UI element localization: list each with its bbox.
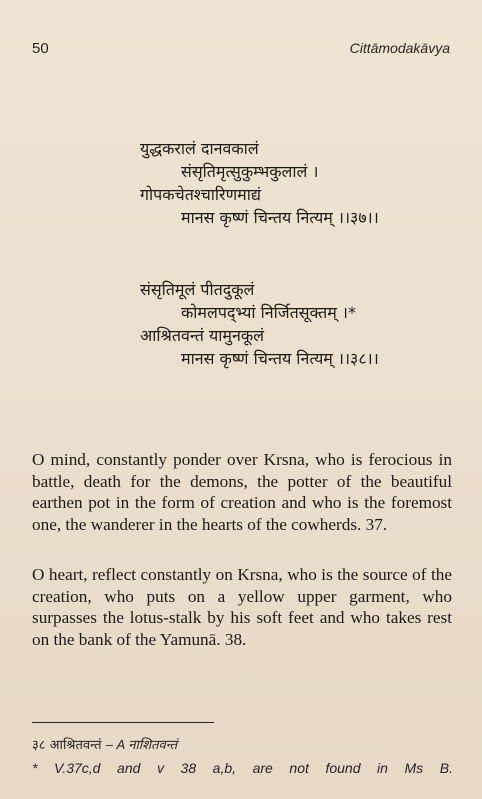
verse-38-line-1: संसृतिमूलं पीतदुकूलं: [140, 280, 255, 299]
verse-38-line-3: आश्रितवन्तं यामुनकूलं: [140, 326, 264, 345]
verse-37-line-1: युद्धकरालं दानवकालं: [140, 139, 259, 158]
translation-paragraph-37: O mind, constantly ponder over Krsna, who is ferocious in battle, death for the demons, the potter of the beautiful earthen pot in the form of creation and who is the foremost one, the wanderer in the hearts of the cowherds. 37.: [32, 450, 452, 534]
footnote-manuscript-note: * V.37c,d and v 38 a,b, are not found in Ms B.: [32, 760, 453, 776]
page-number: 50: [32, 40, 49, 57]
verse-38-line-2: कोमलपद्भ्यां निर्जितसूक्तम् ।*: [181, 303, 356, 322]
footnote-variant-lemma: ३८ आश्रितवन्तं: [32, 738, 102, 753]
translation-paragraph-38: O heart, reflect constantly on Krsna, who is the source of the creation, who puts on a yellow upper garment, who surpasses the lotus-stalk by his soft feet and who takes rest on the bank of the Yamunā. 38.: [32, 565, 452, 649]
verse-38-line-4: मानस कृष्णं चिन्तय नित्यम् ।।३८।।: [181, 349, 379, 368]
footnote-divider: [32, 722, 214, 723]
verse-37-line-2: संसृतिमृत्सुकुम्भकुलालं ।: [181, 162, 319, 181]
footnote-variant-text: – A नाशितवन्तं: [105, 737, 178, 752]
verse-37-line-3: गोपकचेतश्चारिणमाद्यं: [140, 185, 261, 204]
footnote-variant-reading: [32, 735, 177, 753]
verse-37-line-4: मानस कृष्णं चिन्तय नित्यम् ।।३७।।: [181, 208, 379, 227]
running-title: Cittāmodakāvya: [349, 40, 450, 56]
